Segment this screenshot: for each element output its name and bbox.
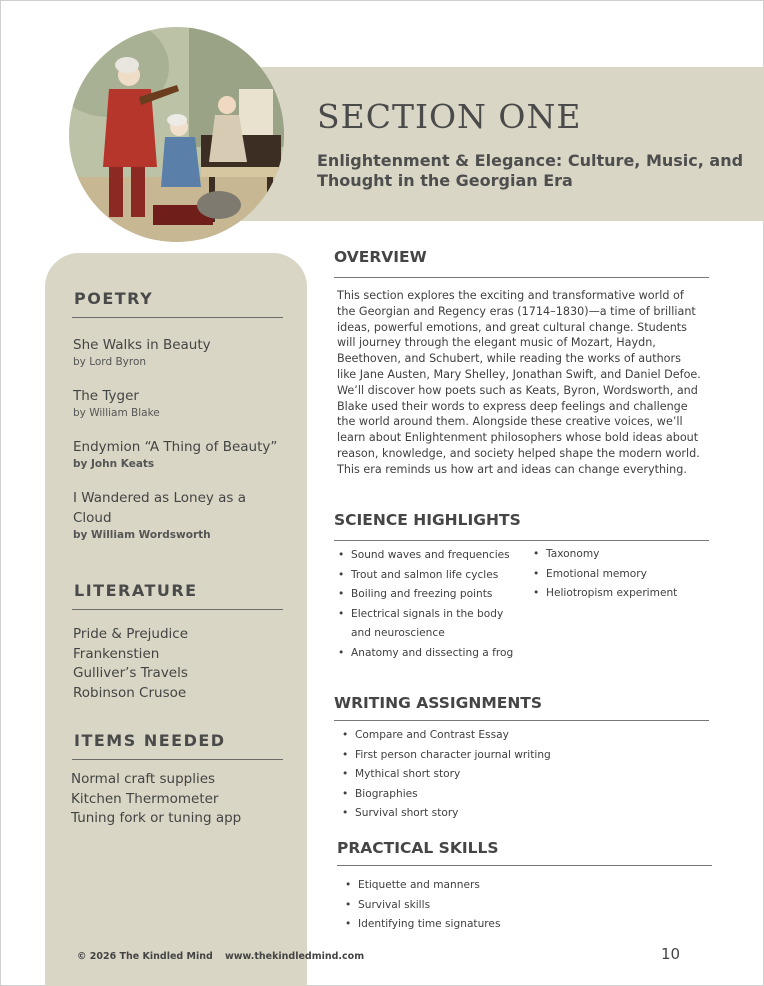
poem-item: [73, 488, 253, 543]
science-list-right: [531, 545, 706, 604]
science-item: • Sound waves and frequencies: [336, 546, 526, 566]
poem-author: by William Blake: [73, 407, 160, 419]
literature-item: Pride & Prejudice: [73, 626, 189, 642]
poem-item: [73, 335, 298, 370]
practical-item: • Survival skills: [343, 896, 703, 916]
poetry-heading: POETRY: [74, 289, 154, 308]
footer-copyright: © 2026 The Kindled Mind: [77, 951, 213, 962]
items-needed-heading: ITEMS NEEDED: [74, 731, 226, 750]
writing-item: • First person character journal writing: [340, 746, 700, 766]
items-needed-item: Tuning fork or tuning app: [71, 810, 242, 826]
literature-item: Gulliver’s Travels: [73, 665, 188, 681]
overview-text: This section explores the exciting and transformative world of the Georgian and Regency eras (1714–1830)—a time of brilliant ideas, powerful emotions, and great cultural change. Students will journey through the elegant music of Mozart, Haydn, Beethoven, and Schubert, while reading the works of authors like Jane Austen, Mary Shelley, Jonathan Swift, and Daniel Defoe. We’ll discover how poets such as Keats, Byron, Wordsworth, and Blake used their words to express deep feelings and challenge the world around them. Alongside these creative voices, we’ll learn about Enlightenment philosophers whose bold ideas about reason, knowledge, and society helped shape the modern world. This era reminds us how art and ideas can change everything.: [337, 289, 701, 476]
poem-item: [73, 437, 298, 472]
literature-item: Frankenstien: [73, 645, 160, 662]
writing-list: [340, 726, 700, 824]
practical-list: [343, 876, 703, 935]
items-needed-item: Normal craft supplies: [71, 771, 216, 787]
literature-list: [73, 625, 188, 703]
writing-item: • Biographies: [340, 785, 700, 805]
science-item: • Electrical signals in the body and neuroscience: [336, 605, 526, 644]
science-item: • Anatomy and dissecting a frog: [336, 644, 526, 664]
items-needed-list: [71, 770, 241, 829]
poem-title: I Wandered as Loney as a Cloud: [73, 490, 247, 526]
poem-title: She Walks in Beauty: [73, 337, 211, 353]
science-item: • Emotional memory: [531, 565, 706, 585]
items-needed-item: Kitchen Thermometer: [71, 790, 219, 807]
header-painting: [69, 27, 284, 242]
poetry-rule: [72, 317, 283, 318]
poem-title: The Tyger: [73, 388, 139, 404]
science-item: • Heliotropism experiment: [531, 584, 706, 604]
overview-rule: [334, 277, 709, 278]
science-item: • Taxonomy: [531, 545, 706, 565]
section-title: SECTION ONE: [317, 97, 582, 136]
writing-item: • Mythical short story: [340, 765, 700, 785]
practical-item: • Identifying time signatures: [343, 915, 703, 935]
writing-item: • Compare and Contrast Essay: [340, 726, 700, 746]
literature-heading: LITERATURE: [74, 581, 198, 600]
science-rule: [334, 540, 709, 541]
practical-rule: [337, 865, 712, 866]
science-item: • Boiling and freezing points: [336, 585, 526, 605]
literature-item: Robinson Crusoe: [73, 684, 187, 701]
poem-author: by John Keats: [73, 458, 155, 470]
literature-rule: [72, 609, 283, 610]
practical-heading: PRACTICAL SKILLS: [337, 839, 499, 857]
page-number: 10: [661, 945, 681, 963]
items-needed-rule: [72, 759, 283, 760]
practical-item: • Etiquette and manners: [343, 876, 703, 896]
section-subtitle: Enlightenment & Elegance: Culture, Music, and Thought in the Georgian Era: [317, 151, 744, 190]
writing-item: • Survival short story: [340, 804, 700, 824]
poem-item: [73, 386, 298, 421]
science-item: • Trout and salmon life cycles: [336, 566, 526, 586]
poem-author: by William Wordsworth: [73, 529, 211, 541]
footer-url[interactable]: www.thekindledmind.com: [225, 951, 365, 962]
science-list-left: [336, 546, 526, 663]
overview-heading: OVERVIEW: [334, 248, 427, 266]
poem-title: Endymion “A Thing of Beauty”: [73, 439, 278, 455]
poem-author: by Lord Byron: [73, 356, 147, 368]
science-heading: SCIENCE HIGHLIGHTS: [334, 511, 521, 529]
writing-rule: [334, 720, 709, 721]
writing-heading: WRITING ASSIGNMENTS: [334, 694, 543, 712]
